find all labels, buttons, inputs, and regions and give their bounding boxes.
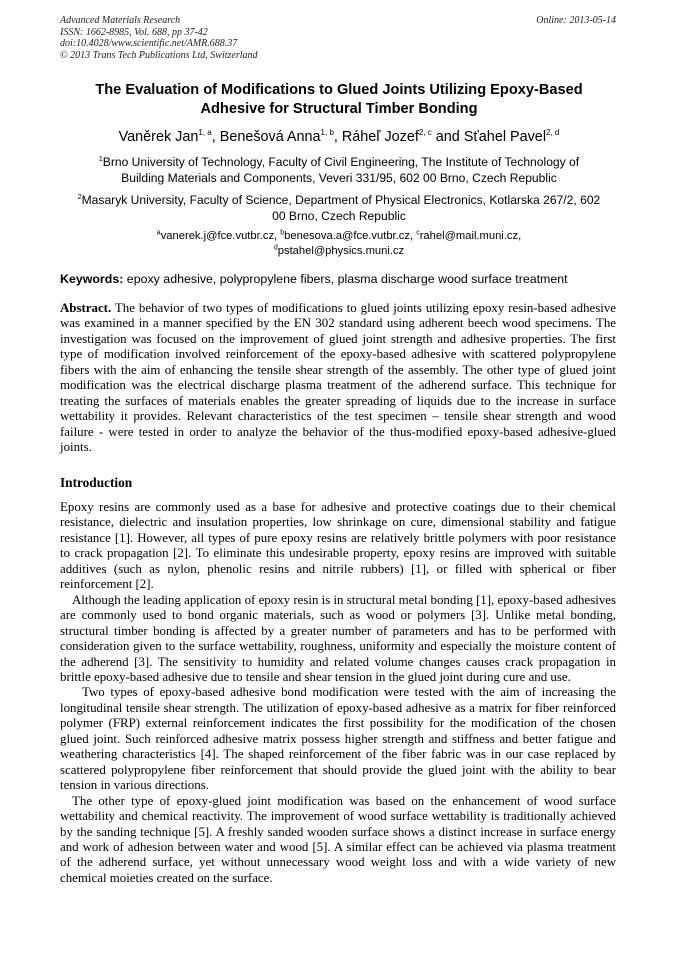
email-mark-a: a bbox=[156, 229, 161, 237]
paragraph: Although the leading application of epoxy resin is in structural metal bonding [1], epoxy-based adhesives are commonly used to bond organic materials, such as wood or polymers [3]. Unlike metal bonding, structural timber bonding is affected by a greater number of parameters and has to be performed with consideration given to the surface wettability, roughness, uniformity and especially the moisture content of the adherend [3]. The sensitivity to humidity and related volume changes causes crack propagation in brittle epoxy-based adhesive due to tensile and shear tension in the glued joint during cure and use. bbox=[60, 592, 616, 684]
email-mark-b: b bbox=[280, 229, 285, 237]
online-date-text: Online: 2013-05-14 bbox=[536, 15, 616, 26]
affiliation-1-line-1 bbox=[60, 154, 618, 170]
abstract-text: The behavior of two types of modifications to glued joints utilizing epoxy resin-based adhesive was examined in a manner specified by the EN 302 standard using adherent beech wood specimens. The investigation was focused on the improvement of glued joint strength and adhesive properties. The first type of modification involved reinforcement of the epoxy-based adhesive with scattered polypropylene fibers with the aim of enhancing the tensile shear strength of the assembly. The other type of glued joint modification was the electrical discharge plasma treatment of the adherend surface. This technique for treating the surfaces of materials enables the greater spreading of liquids due to the increase in surface wettability it provides. Relevant characteristics of the test specimen – tensile shear strength and wood failure - were tested in order to analyze the behavior of the thus-modified epoxy-based adhesive-glued joints. bbox=[60, 301, 616, 455]
affiliation-2-line-1 bbox=[60, 192, 618, 208]
paper-title-line-2: Adhesive for Structural Timber Bonding bbox=[200, 101, 478, 117]
keywords-text: epoxy adhesive, polypropylene fibers, plasma discharge wood surface treatment bbox=[123, 272, 568, 286]
author-affiliation-mark: 1, b bbox=[320, 128, 334, 138]
journal-header bbox=[60, 15, 258, 61]
paragraph: Two types of epoxy-based adhesive bond modification were tested with the aim of increasing the longitudinal tensile shear strength. The utilization of epoxy-based adhesive as a matrix for fiber reinforced polymer (FRP) external reinforcement indicates the first possibility for the modification of the chosen glued joint. Such reinforced adhesive matrix possess higher strength and stiffness and better fatigue and weathering characteristics [4]. The shaped reinforcement of the fiber fabric was in our case replaced by scattered polypropylene fiber reinforcement that should provide the glued joint with the ability to bear tension in various directions. bbox=[60, 685, 616, 793]
author-affiliation-mark: 2, c bbox=[418, 128, 432, 138]
author-name: Sťahel Pavel bbox=[463, 129, 547, 145]
email-line-1 bbox=[60, 229, 618, 244]
email-line-2 bbox=[60, 244, 618, 259]
email-mark-c: c bbox=[416, 229, 420, 237]
keywords-label: Keywords: bbox=[60, 272, 124, 286]
journal-copyright: © 2013 Trans Tech Publications Ltd, Switzerland bbox=[60, 49, 258, 61]
email-mark-d: d bbox=[273, 244, 278, 252]
affiliation-1-mark: 1 bbox=[98, 155, 103, 163]
author-separator: , bbox=[211, 129, 220, 145]
abstract-label: Abstract. bbox=[60, 301, 112, 315]
journal-doi[interactable]: doi:10.4028/www.scientific.net/AMR.688.37 bbox=[60, 38, 238, 49]
email-b[interactable]: benesova.a@fce.vutbr.cz, bbox=[284, 230, 417, 242]
paper-title-line-1: The Evaluation of Modifications to Glued Joints Utilizing Epoxy-Based bbox=[95, 82, 583, 98]
keywords bbox=[60, 272, 618, 286]
affiliation-2-line-2: 00 Brno, Czech Republic bbox=[272, 209, 406, 223]
abstract bbox=[60, 301, 616, 456]
affiliation-2-text-1: Masaryk University, Faculty of Science, Department of Physical Electronics, Kotlarska 267/2, 602 bbox=[81, 193, 601, 207]
author-name: Ráheľ Jozef bbox=[341, 129, 419, 145]
section-heading-introduction: Introduction bbox=[60, 475, 133, 490]
paragraph: The other type of epoxy-glued joint modification was based on the enhancement of wood surface wettability and chemical reactivity. The improvement of wood surface wettability is traditionally achieved by the sanding technique [5]. A freshly sanded wooden surface shows a distinct increase in surface energy and work of adhesion between water and wood [5]. A similar effect can be achieved via plasma treatment of the adherend surface, yet without unnecessary wood weight loss and with a wide variety of new chemical moieties created on the surface. bbox=[60, 793, 616, 885]
author-name: Vaněrek Jan bbox=[118, 129, 199, 145]
email-c[interactable]: rahel@mail.muni.cz, bbox=[419, 230, 522, 242]
author-affiliation-mark: 2, d bbox=[546, 128, 560, 138]
journal-issn: ISSN: 1662-8985, Vol. 688, pp 37-42 bbox=[60, 26, 208, 38]
journal-name: Advanced Materials Research bbox=[60, 15, 181, 26]
author-list bbox=[60, 129, 618, 145]
author-separator: , bbox=[333, 129, 342, 145]
affiliation-1-text-1: Brno University of Technology, Faculty of Civil Engineering, The Institute of Technology of bbox=[102, 155, 580, 169]
affiliation-2-mark: 2 bbox=[77, 193, 82, 201]
online-date bbox=[536, 15, 616, 27]
paragraph: Epoxy resins are commonly used as a base for adhesive and protective coatings due to their chemical resistance, dielectric and insulation properties, low shrinkage on cure, dimensional stability and fatigue resistance [1]. However, all types of pure epoxy resins are relatively brittle polymers with poor resistance to crack propagation [2]. To eliminate this undesirable property, epoxy resins are improved with suitable additives (such as nylon, phenolic resins and nitrile rubbers) [1], or filled with spherical or fiber reinforcement [2]. bbox=[60, 500, 616, 592]
paper-title bbox=[60, 81, 618, 119]
author-separator: and bbox=[431, 129, 464, 145]
email-list bbox=[60, 229, 618, 259]
email-d[interactable]: pstahel@physics.muni.cz bbox=[277, 245, 405, 257]
affiliation-1-line-2: Building Materials and Components, Veveri 331/95, 602 00 Brno, Czech Republic bbox=[121, 171, 557, 185]
affiliation-2 bbox=[60, 192, 618, 224]
author-affiliation-mark: 1, a bbox=[198, 128, 212, 138]
introduction-body bbox=[60, 500, 616, 886]
email-a[interactable]: vanerek.j@fce.vutbr.cz, bbox=[160, 230, 281, 242]
affiliation-1 bbox=[60, 154, 618, 186]
author-name: Benešová Anna bbox=[219, 129, 321, 145]
